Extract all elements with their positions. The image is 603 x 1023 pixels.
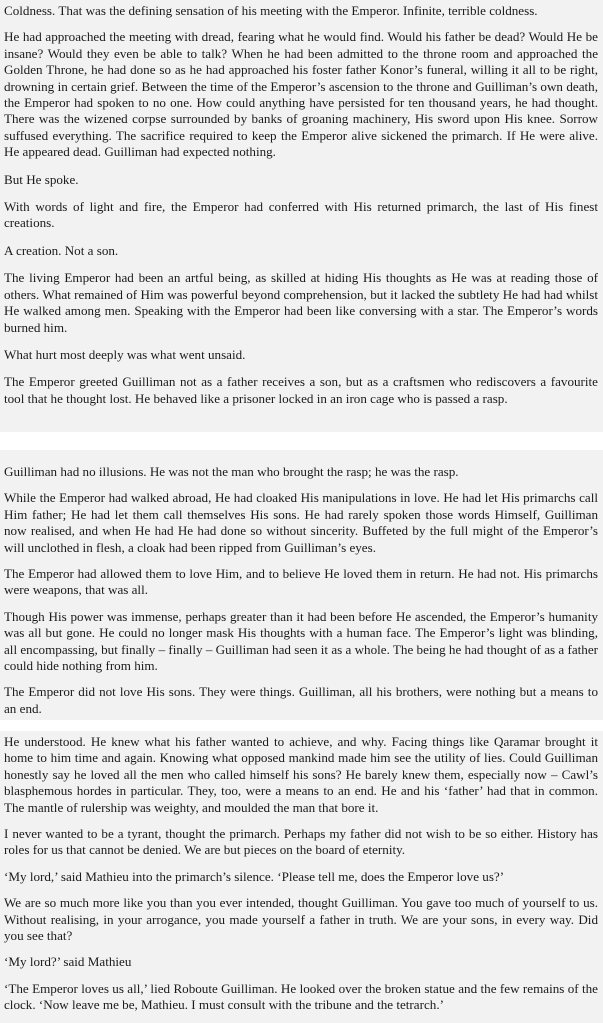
- paragraph: ‘The Emperor loves us all,’ lied Roboute Guilliman. He looked over the broken statue and the few remains of the clock. ‘Now leave me be, Mathieu. I must consult with the tribune and the tetrarch.’: [4, 980, 598, 1013]
- text-panel-3: [0, 731, 603, 1023]
- paragraph: We are so much more like you than you ever intended, thought Guilliman. You gave too much of yourself to us. Without realising, in your arrogance, you made yourself a father in truth. We are your sons, in every way. Did you see that?: [4, 895, 598, 944]
- paragraph: I never wanted to be a tyrant, thought the primarch. Perhaps my father did not wish to be so either. History has roles for us that cannot be denied. We are but pieces on the board of eternity.: [4, 826, 598, 858]
- paragraph: While the Emperor had walked abroad, He had cloaked His manipulations in love. He had let His primarchs call Him father; He had let them call themselves His sons. He had rarely spoken those words Himself, Guilliman now realised, and when He had He had done so without sincerity. Buffeted by the full might of the Emperor’s will unclothed in flesh, a cloak had been ripped from Guilliman’s eyes.: [4, 490, 598, 555]
- paragraph: Guilliman had no illusions. He was not the man who brought the rasp; he was the rasp.: [4, 464, 459, 479]
- paragraph: With words of light and fire, the Emperor had conferred with His returned primarch, the last of His finest creations.: [4, 199, 598, 231]
- paragraph: The Emperor had allowed them to love Him, and to believe He loved them in return. He had not. His primarchs were weapons, that was all.: [4, 566, 598, 598]
- paragraph: ‘My lord,’ said Mathieu into the primarch’s silence. ‘Please tell me, does the Emperor love us?’: [4, 868, 505, 884]
- paragraph: ‘My lord?’ said Mathieu: [4, 954, 132, 970]
- paragraph: A creation. Not a son.: [4, 242, 119, 258]
- text-panel-1: [0, 0, 603, 432]
- paragraph: What hurt most deeply was what went unsaid.: [4, 346, 246, 362]
- paragraph: The Emperor did not love His sons. They were things. Guilliman, all his brothers, were nothing but a means to an end.: [4, 684, 598, 716]
- paragraph: He understood. He knew what his father wanted to achieve, and why. Facing things like Qaramar brought it home to him time and again. Knowing what opposed mankind made him see the utility of lies. Could Guilliman honestly say he loved all the men who called himself his sons? He barely knew them, especially now – Cawl’s blasphemous hordes in particular. They, too, were a means to an end. He and his ‘father’ had that in common. The mantle of rulership was weighty, and moulded the man that bore it.: [4, 734, 598, 815]
- paragraph: The living Emperor had been an artful being, as skilled at hiding His thoughts as He was at reading those of others. What remained of Him was powerful beyond comprehension, but it lacked the subtlety He had had whilst He walked among men. Speaking with the Emperor had been like conversing with a star. The Emperor’s words burned him.: [4, 270, 598, 335]
- paragraph: He had approached the meeting with dread, fearing what he would find. Would his father be dead? Would He be insane? Would they even be able to talk? When he had been admitted to the throne room and approached the Golden Throne, he had done so as he had approached his foster father Konor’s funeral, willing it all to be right, drowning in certain grief. Between the time of the Emperor’s ascension to the throne and Guilliman’s own death, the Emperor had spoken to no one. How could anything have persisted for ten thousand years, he had thought. There was the wizened corpse surrounded by banks of groaning machinery, His sword upon His knee. Sorrow suffused everything. The sacrifice required to keep the Emperor alive sickened the primarch. If He were alive. He appeared dead. Guilliman had expected nothing.: [4, 29, 598, 160]
- text-panel-2: [0, 450, 603, 720]
- paragraph: But He spoke.: [4, 171, 79, 187]
- paragraph: Though His power was immense, perhaps greater than it had been before He ascended, the Emperor’s humanity was all but gone. He could no longer mask His thoughts with a human face. The Emperor’s light was blinding, all encompassing, but finally – finally – Guilliman had seen it as a whole. The being he had thought of as a father could hide nothing from him.: [4, 608, 598, 674]
- paragraph: Coldness. That was the defining sensation of his meeting with the Emperor. Infinite, terrible coldness.: [4, 3, 538, 18]
- paragraph: The Emperor greeted Guilliman not as a father receives a son, but as a craftsmen who rediscovers a favourite tool that he thought lost. He behaved like a prisoner locked in an iron cage who is passed a rasp.: [4, 374, 598, 406]
